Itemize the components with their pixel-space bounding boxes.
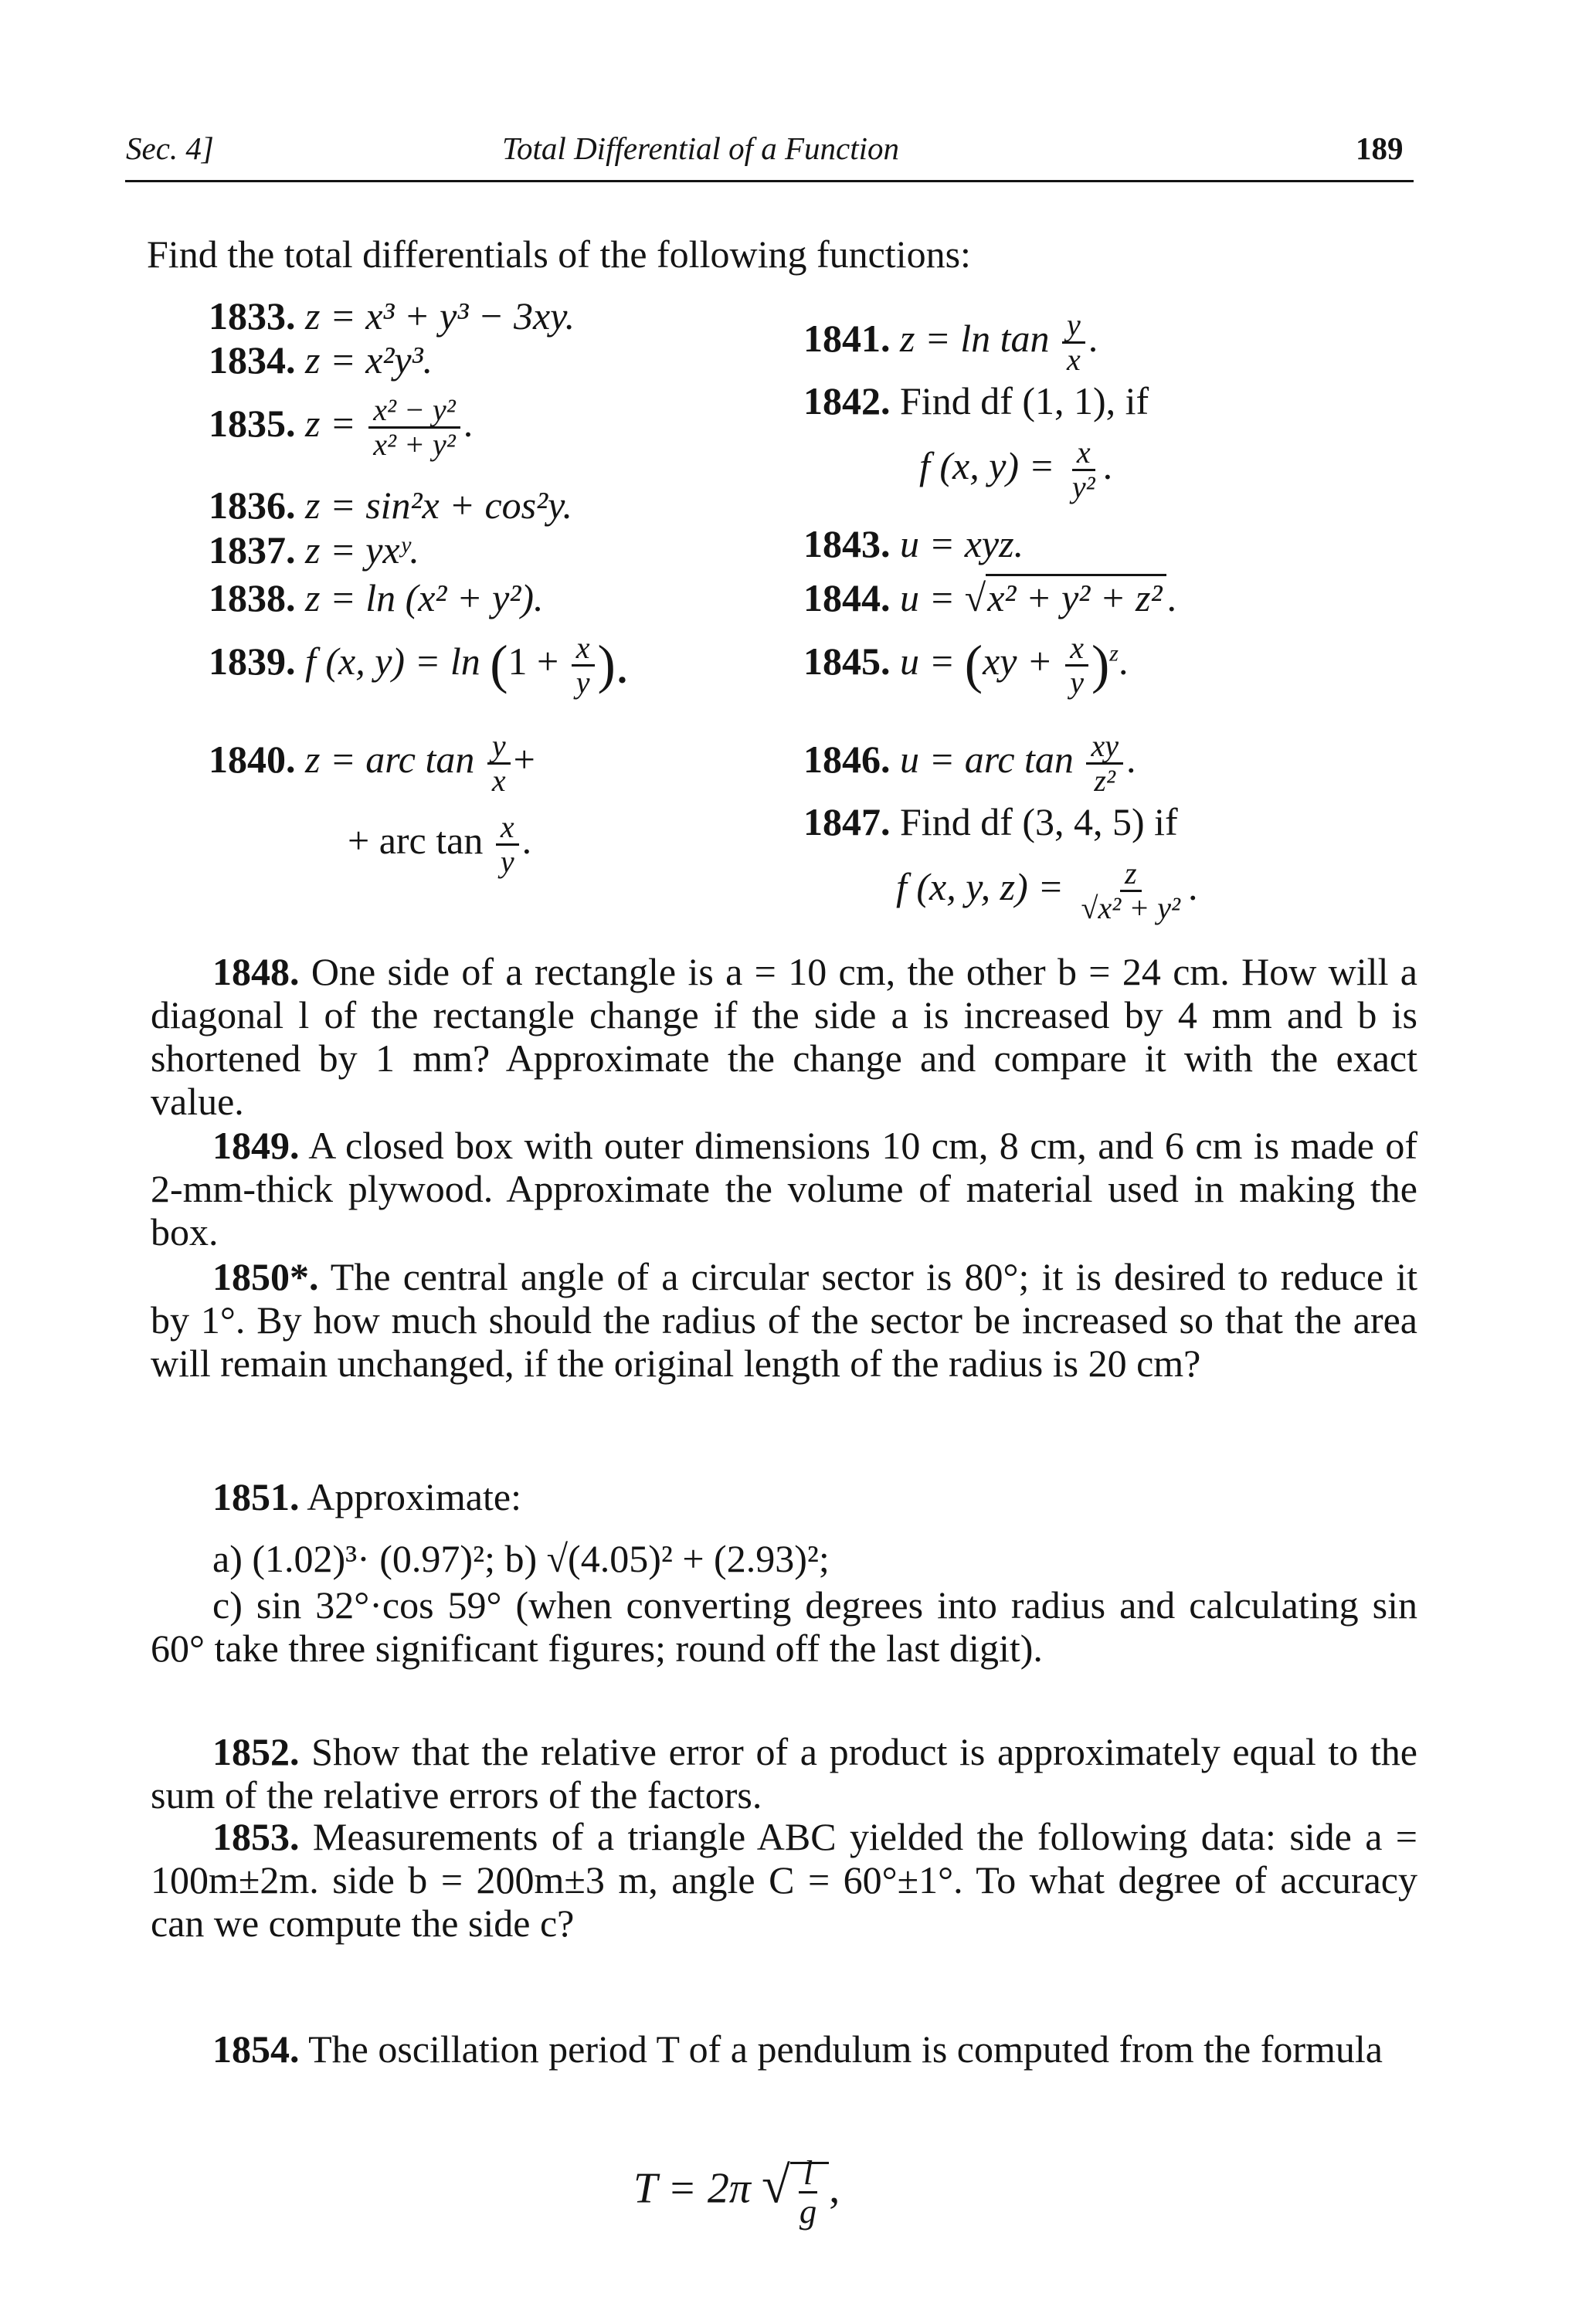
problem-1845: 1845. u = (xy + $\frac{x}{y}$ )$^z$. [803,630,1129,700]
problem-1834: 1834. z = x²y³. [209,338,433,382]
problem-1843: 1843. u = xyz. [803,522,1024,565]
pendulum-formula: T = 2π √ $\frac{l}{g}$ , [633,2153,840,2231]
problem-1844: 1844. u = √x² + y² + z² . [803,575,1176,620]
problem-1850: 1850*. The central angle of a circular sector is 80°; it is desired to reduce it by 1°. By how much should the radius of the sector be increased so that the area will remain unchanged, if the original length of the radius is 20 cm? [151,1255,1417,1385]
problem-1852: 1852. Show that the relative error of a product is approximately equal to the sum of the relative errors of the factors. [151,1730,1417,1817]
problem-1840-cont: + arc tan $\frac{x}{y}$ . [348,809,532,879]
problem-1842: 1842. Find df (1, 1), if [803,379,1149,422]
problem-1851-a-b: a) (1.02)³· (0.97)²; b) √(4.05)² + (2.93)²; [212,1537,830,1580]
problem-1848: 1848. One side of a rectangle is a = 10 cm, the other b = 24 cm. How will a diagonal l of the rectangle change if the side a is increased by 4 mm and b is shortened by 1 mm? Approximate the change and compare it with the exact value. [151,950,1417,1123]
problem-1839: 1839. f (x, y) = ln (1 + $\frac{x}{y}$ ). [209,630,630,700]
section-label: Sec. 4] [126,131,214,166]
problem-1840: 1840. z = arc tan $\frac{y}{x}$ + [209,728,535,798]
problem-1846: 1846. u = arc tan $\frac{xy}{\text{z²}}$ . [803,728,1136,798]
problem-1847: 1847. Find df (3, 4, 5) if [803,800,1178,843]
problem-1842-func: f (x, y) = $\frac{x}{\text{y²}}$ . [919,435,1113,504]
problem-1853: 1853. Measurements of a triangle ABC yielded the following data: side a = 100m±2m. side b = 200m±3 m, angle C = 60°±1°. To what degree of accuracy can we compute the side c? [151,1815,1418,1945]
problem-1833: 1833. z = x³ + y³ − 3xy. [209,294,575,338]
problem-1841: 1841. z = ln tan $\frac{y}{x}$ . [803,307,1098,377]
problem-1835: 1835. z = $\frac{\text{x² − y²}}{\text{x² + y²}}$ . [209,392,474,462]
problem-1838: 1838. z = ln (x² + y²). [209,576,544,619]
problem-1836: 1836. z = sin²x + cos²y. [209,483,573,527]
problem-1854: 1854. The oscillation period T of a pendulum is computed from the formula [212,2027,1383,2071]
problem-1849: 1849. A closed box with outer dimensions 10 cm, 8 cm, and 6 cm is made of 2-mm-thick plywood. Approximate the volume of material used in making the box. [151,1124,1417,1254]
intro-text: Find the total differentials of the following functions: [147,232,971,276]
problem-1851: 1851. Approximate: [212,1475,521,1518]
problem-1851-c: c) sin 32°·cos 59° (when converting degrees into radius and calculating sin 60° take three significant figures; round off the last digit). [151,1583,1417,1670]
problem-1847-func: f (x, y, z) = $\frac{z}{\text{√x² + y²}}$ . [896,856,1198,925]
header-rule [125,180,1414,182]
problem-1837: 1837. z = yxʸ. [209,528,419,572]
running-title: Total Differential of a Function [502,131,900,166]
page-number: 189 [1356,131,1404,166]
